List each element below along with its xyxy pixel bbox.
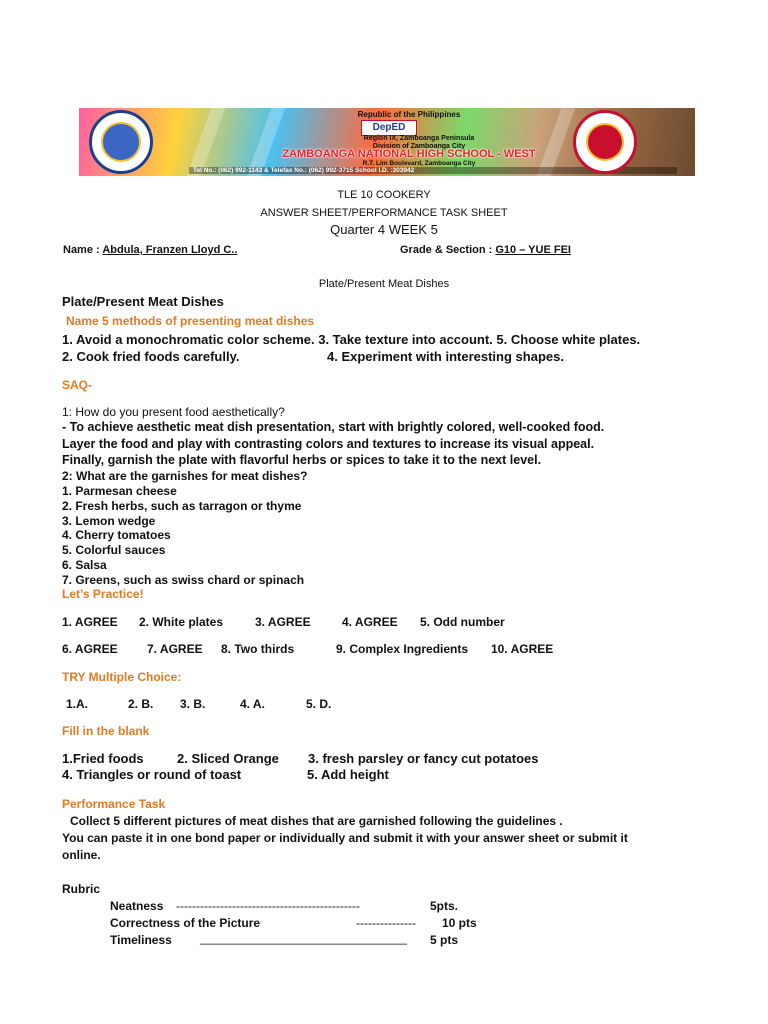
garnish-item: 5. Colorful sauces bbox=[62, 543, 166, 557]
practice-answer: 5. Odd number bbox=[420, 615, 505, 629]
methods-line-2b: 4. Experiment with interesting shapes. bbox=[327, 349, 564, 364]
banner-region: Region IX, Zamboanga Peninsula bbox=[363, 135, 475, 142]
rubric-criterion: Correctness of the Picture bbox=[110, 916, 261, 930]
saq-question-2: 2: What are the garnishes for meat dishes? bbox=[62, 469, 308, 483]
performance-line-1: Collect 5 different pictures of meat dishes that are garnished following the guidelines . bbox=[70, 814, 563, 828]
saq-answer-1-line-1: - To achieve aesthetic meat dish presentation, start with brightly colored, well-cooked food. bbox=[62, 420, 605, 434]
banner-contact: Tel No.: (062) 992-1143 & Telefax No.: (062) 992-3715 School I.D. :303942 bbox=[189, 167, 677, 174]
methods-line-2a: 2. Cook fried foods carefully. bbox=[62, 349, 240, 364]
school-seal-logo bbox=[573, 110, 637, 174]
practice-answer: 10. AGREE bbox=[491, 642, 554, 656]
practice-label: Let’s Practice! bbox=[62, 587, 144, 601]
methods-line-1: 1. Avoid a monochromatic color scheme. 3. Take texture into account. 5. Choose white plates. bbox=[62, 332, 641, 347]
mc-answer: 1.A. bbox=[66, 697, 89, 711]
grade-value: G10 – YUE FEI bbox=[495, 244, 571, 256]
mc-answer: 5. D. bbox=[306, 697, 332, 711]
school-banner bbox=[79, 108, 695, 176]
practice-answer: 8. Two thirds bbox=[221, 642, 295, 656]
garnish-item: 3. Lemon wedge bbox=[62, 514, 156, 528]
practice-answer: 6. AGREE bbox=[62, 642, 118, 656]
deped-seal-logo bbox=[89, 110, 153, 174]
fill-answer: 5. Add height bbox=[307, 767, 389, 782]
banner-school-name: ZAMBOANGA NATIONAL HIGH SCHOOL - WEST bbox=[282, 148, 536, 160]
fill-label: Fill in the blank bbox=[62, 724, 150, 738]
saq-label: SAQ- bbox=[62, 378, 92, 392]
rubric-filler: --------------- bbox=[356, 916, 416, 930]
rubric-label: Rubric bbox=[62, 882, 101, 896]
banner-address: R.T. Lim Boulevard, Zamboanga City bbox=[362, 160, 476, 167]
garnish-item: 6. Salsa bbox=[62, 558, 107, 572]
rubric-filler: _______________________________ bbox=[200, 931, 407, 945]
fill-answer: 3. fresh parsley or fancy cut potatoes bbox=[308, 751, 539, 766]
performance-label: Performance Task bbox=[62, 797, 166, 811]
grade-label: Grade & Section : bbox=[400, 244, 493, 256]
fill-answer: 1.Fried foods bbox=[62, 751, 144, 766]
performance-line-3: online. bbox=[62, 848, 101, 862]
saq-answer-1-line-2: Layer the food and play with contrasting colors and textures to increase its visual appeal. bbox=[62, 437, 595, 451]
mc-answer: 2. B. bbox=[128, 697, 154, 711]
name-value: Abdula, Franzen Lloyd C.. bbox=[102, 244, 238, 256]
rubric-criterion: Timeliness bbox=[110, 933, 172, 947]
name-label: Name : bbox=[63, 244, 100, 256]
saq-question-1: 1: How do you present food aesthetically? bbox=[62, 405, 285, 419]
mc-answer: 3. B. bbox=[180, 697, 206, 711]
try-label: TRY Multiple Choice: bbox=[62, 670, 182, 684]
deped-logo: DepED bbox=[361, 120, 417, 136]
rubric-filler: ---------------------------------------------- bbox=[176, 899, 360, 913]
rubric-criterion: Neatness bbox=[110, 899, 164, 913]
sheet-title: ANSWER SHEET/PERFORMANCE TASK SHEET bbox=[260, 207, 508, 219]
performance-line-2: You can paste it in one bond paper or individually and submit it with your answer sheet or submit it bbox=[62, 831, 628, 845]
methods-prompt: Name 5 methods of presenting meat dishes bbox=[66, 314, 315, 328]
garnish-item: 7. Greens, such as swiss chard or spinach bbox=[62, 573, 305, 587]
practice-answer: 2. White plates bbox=[139, 615, 224, 629]
saq-answer-1-line-3: Finally, garnish the plate with flavorful herbs or spices to take it to the next level. bbox=[62, 453, 542, 467]
rubric-points: 10 pts bbox=[442, 916, 477, 930]
banner-republic: Republic of the Philippines bbox=[357, 110, 461, 119]
garnish-item: 4. Cherry tomatoes bbox=[62, 528, 171, 542]
practice-answer: 1. AGREE bbox=[62, 615, 118, 629]
fill-answer: 2. Sliced Orange bbox=[177, 751, 279, 766]
grade-section-row bbox=[400, 244, 571, 256]
name-row bbox=[63, 244, 237, 256]
practice-answer: 9. Complex Ingredients bbox=[336, 642, 469, 656]
practice-answer: 7. AGREE bbox=[147, 642, 203, 656]
topic-title: Plate/Present Meat Dishes bbox=[318, 278, 450, 290]
practice-answer: 3. AGREE bbox=[255, 615, 311, 629]
fill-answer: 4. Triangles or round of toast bbox=[62, 767, 242, 782]
banner-division: Division of Zamboanga City bbox=[372, 143, 466, 150]
practice-answer: 4. AGREE bbox=[342, 615, 398, 629]
mc-answer: 4. A. bbox=[240, 697, 265, 711]
quarter-title: Quarter 4 WEEK 5 bbox=[330, 222, 438, 237]
garnish-item: 2. Fresh herbs, such as tarragon or thyme bbox=[62, 499, 302, 513]
course-title: TLE 10 COOKERY bbox=[337, 189, 431, 201]
rubric-points: 5 pts bbox=[430, 933, 459, 947]
rubric-points: 5pts. bbox=[430, 899, 459, 913]
garnish-item: 1. Parmesan cheese bbox=[62, 484, 177, 498]
section-heading: Plate/Present Meat Dishes bbox=[62, 294, 224, 309]
